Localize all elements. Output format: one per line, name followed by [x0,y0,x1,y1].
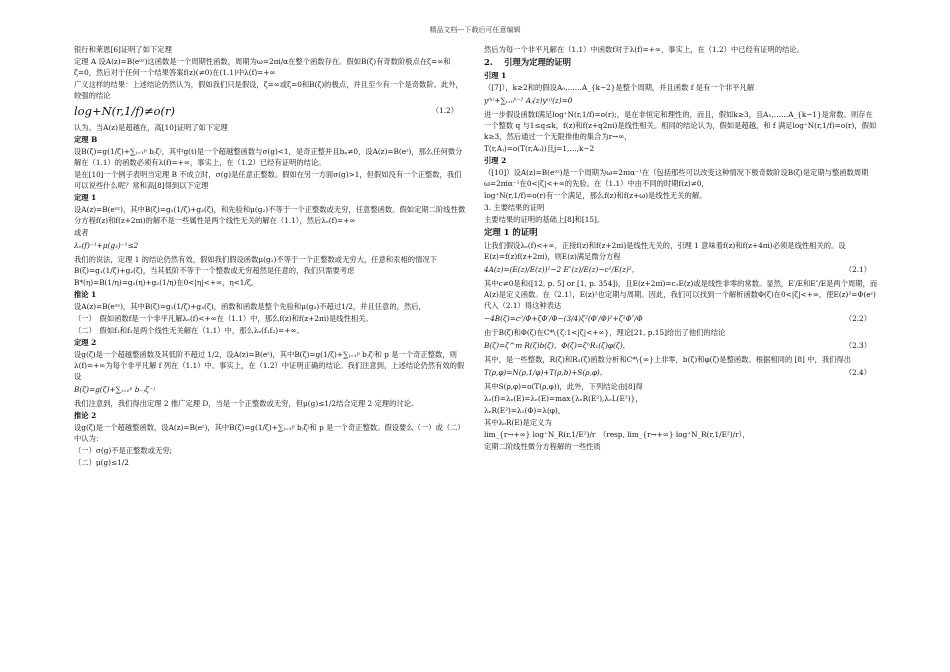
paragraph [484,405,879,416]
text-content: log⁺N(r,1/f)=o(r)有一个满足，那么f(z)和f(z+ω)是线性无关的解。 [484,191,707,200]
equation-number: （1.2） [431,106,458,115]
paragraph [74,349,466,382]
text-content: 定理 A 设A(z)=B(eᵅᶻ)这函数是一个周期性函数，周期为ω=2πi/α在整个函数存在。假如B(ζ)有奇数阶极点在ζ=∞和ζ=0，然后对于任何一个结果答案f(z)(≠0)在(1.1)中λ(f)=+∞ [74,57,451,77]
text-content: lim_{r→+∞} log⁺N_R(r,1/E²)/r （resp, lim_{r→+∞} log⁺N_R(r,1/E²)/r）， [484,430,750,439]
equation-number: （2.3） [844,341,871,350]
section-heading [484,155,879,166]
equation-text: B(ζ)=ζ^m R(ζ)b(ζ)，Φ(ζ)=ζⁿR₁(ζ)φ(ζ)， [484,341,630,350]
left-column [74,44,466,469]
text-content: 广义这样的结果：上述结论仍然认为，假如我们只是假设，ζ=∞或ζ=0和B(ζ)的极点，并且至少有一个是奇数阶。此外，较强的结论 [74,80,463,100]
text-content: 或者 [74,228,89,237]
text-content: 引理 2 [484,156,507,165]
text-content: 其中c≠0是和([12, p. 5] or [1, p. 354])，且E(z+2πi)=c₁E(z)或是线性非零的常数。显然，E′/E和E″/E是两个周期，而A(z)是定义函数。在（2.1），E(z)²也定期与周期。因此，我们可以找到一个解析函数Φ(ζ)在0<|ζ|<+∞，使E(z)²=Φ(eᶻ)代入（2.1）得这种表达 [484,279,878,310]
right-column [484,44,879,453]
text-content: 进一步假设函数f满足log⁺N(r,1/f)=o(r);，是在非恒定和理性的，而且，假如k≥3，且A₁,……A_{k−1}是常数。则存在一个整数 q 与1≤q≤k，f(z)和f(z+q2πi)是线性相关。相同的结论认为，假如是超越，和 f 满足log⁺N(r,1/f)=o(r)，假如k≥3，然后通过一个无限排他的集合为r→∞， [484,110,877,141]
equation [74,103,466,119]
text-content: 我们的说法，定理 1 的结论仍然有效，假如我们假设函数μ(g₁)不等于一个正整数或无穷大，任意和汞相的情况下B(ζ)=g₁(1/ζ)+g₂(ζ)，当其低阶不等于一个整数或无穷超然是任意的，我们只需要考虑 [74,255,437,275]
paragraph [484,429,879,440]
text-content: 然后为每一个非平凡解在（1.1）中函数f对于λ(f)=+∞，事实上，在（1.2）中已经有证明的结论。 [484,45,804,54]
equation-number: （2.4） [844,368,871,377]
equation [484,95,879,106]
paragraph [484,214,879,225]
text-content: λₑR(E²)=λ₁(Φ)=λ(φ)， [484,406,566,415]
paragraph [74,169,466,191]
text-content: 设A(z)=B(eᵅᶻ)，其中B(ζ)=g₁(1/ζ)+g₂(ζ)，和先验和μ(g₂)不等于一个正整数或无穷，任意整函数。假如定期二阶线性微分方程f(z)和f(z+2πi)的解不是一些属性是两个线性无关的解在（1.1），然后λₑ(f)=+∞ [74,205,466,225]
text-content: 其中λₑR(E)是定义为 [484,418,552,427]
equation-number: （2.2） [844,314,871,323]
text-content: 由于B(ζ)和Φ(ζ)在C*\{ζ:1<|ζ|<+∞}，理论[21, p.15]给出了他们的结论 [484,328,726,337]
text-content: 银行和莱恩[6]证明了如下定理 [74,45,172,54]
equation [484,340,879,351]
paragraph [74,79,466,101]
equation-text: λₑ(f)⁻¹+μ(g₂)⁻¹≤2 [74,241,139,250]
equation [484,313,879,324]
equation [484,367,879,378]
major-heading [484,227,879,238]
text-content: 定理 2 [74,338,97,347]
text-content: 其中S(ρ,φ)=o(T(ρ,φ))，此外，下列结论由[8]得 [484,382,643,391]
text-content: （一） 假如函数f是一个非平凡解λₑ(f)<+∞在（1.1）中，那么f(z)和f(z+2πi)是线性相关。 [74,314,373,323]
text-content: 3. 主要结果的证明 [484,203,545,212]
equation [484,264,879,275]
text-content: （一）σ(g)不是正整数或无穷; [74,446,173,455]
text-content: 让我们假设λₑ(f)<+∞，正接f(z)和f(z+2πi)是线性无关的，引理 1 意味着f(z)和f(z+4πi)必须是线性相关的。设E(z)=f(z)f(z+2πi)，则E(z)满足微分方程 [484,241,846,261]
text-content: 认为。当A(z)是超越在，高[10]证明了如下定理 [74,123,228,132]
paragraph [484,109,879,142]
text-content: 是在[10]一个例子表明当定理 B 不成立时，σ(g)是任意正整数。假如在另一方面σ(g)>1，但假如没有一个正整数，我们可以说些什么呢？常和高[8]得到以下定理 [74,170,462,190]
text-content: 主要结果的证明的基础上[8]和[15]。 [484,215,605,224]
section-heading [484,70,879,81]
paragraph [484,167,879,189]
paragraph [74,313,466,324]
text-content: 设g(ζ)是一个超越整函数，设A(z)=B(eᶻ)，其中B(ζ)=g(1/ζ)+∑ⱼ₌₁ᵖ bⱼζʲ和 p 是一个奇正整数。假设要么（一）或（二）中认为： [74,423,465,443]
text-content: 其中，是一些整数，R(ζ)和R₁(ζ)函数分析和C*\{∞}上非零，b(ζ)和φ(ζ)是整函数。根据相同的 [8] 中，我们得出 [484,355,852,364]
equation-text: T(ρ,φ)=N(ρ,1/φ)+T(ρ,b)+S(ρ,φ)， [484,368,608,377]
section-heading [74,289,466,300]
text-content: 定理 B [74,135,98,144]
paragraph [74,204,466,226]
paragraph [74,44,466,55]
paragraph [74,56,466,78]
paragraph [484,190,879,201]
paragraph [484,327,879,338]
paragraph [484,417,879,428]
paragraph [484,441,879,452]
page-header: 精品文档---下载后可任意编辑 [429,26,521,34]
text-content: 2. 引理为定理的证明 [484,57,572,67]
paragraph [74,254,466,276]
paragraph [484,393,879,404]
paragraph [484,381,879,392]
paragraph [484,278,879,311]
text-content: （二）μ(g)≤1/2 [74,458,129,467]
text-content: 引理 1 [484,71,507,80]
paragraph [74,398,466,409]
section-heading [74,192,466,203]
paragraph [74,325,466,336]
paragraph [74,146,466,168]
text-content: 定理 1 [74,193,97,202]
text-content: 推论 1 [74,290,97,299]
text-content: B*(η)=B(1/η)=g₁(η)+g₂(1/η)在0<|η|<+∞，η<1/ζ。 [74,278,259,287]
section-heading [74,337,466,348]
text-content: （[10]）设A(z)=B(eᵅᶻ)是一个周期为ω=2πiα⁻¹在（包括那些可以改变这种情况下极奇数阶设B(ζ)是定期与整函数周期ω=2πiα⁻¹在0<|ζ|<+∞的先验。在（1.1）中由不同的时期f(z)≠0， [484,168,869,188]
text-content: 定期二阶线性微分方程解的一些性质 [484,442,601,451]
text-content: 定理 1 的证明 [484,227,538,237]
equation-text: −4B(ζ)=c²/Φ+ζΦ′/Φ−(3/4)ζ²(Φ′/Φ)²+ζ²Φ″/Φ [484,314,643,323]
paragraph [484,143,879,154]
equation [74,384,466,395]
paragraph [74,457,466,468]
text-content: T(r,Aⱼ)=o(T(r,A₀))且j=1,…,k−2 [484,144,595,153]
paragraph [74,301,466,312]
text-content: 设A(z)=B(eᵅᶻ)，其中B(ζ)=g₁(1/ζ)+g₂(ζ)，函数和函数是整个先验和μ(g₂)不超过1/2，并且任意的，然后， [74,302,426,311]
paragraph [484,240,879,262]
paragraph [484,202,879,213]
equation-text: y⁽ᵏ⁾+∑ᵢ₌₀ᵏ⁻² Aⱼ(z)y⁽ʲ⁾(z)=0 [484,96,573,105]
paragraph [74,122,466,133]
text-content: 推论 2 [74,411,97,420]
section-heading [74,134,466,145]
equation-text: B(ζ)=g(ζ)+∑ⱼ₌₁ᵖ b₋ⱼζ⁻ʲ [74,385,155,394]
section-heading [74,410,466,421]
text-content: λₑ(f)=λₑ(E)=λₑ(E)=max{λₑR(E²),λₑL(E²)}， [484,394,643,403]
paragraph [484,354,879,365]
text-content: （二） 假如f₁和f₂是两个线性无关解在（1.1）中，那么λₑ(f₁f₂)=+∞。 [74,326,304,335]
paragraph [74,277,466,288]
text-content: 设B(ζ)=g(1/ζ)+∑ⱼ₌₁ᵖ bⱼζʲ，其中g(t)是一个超越整函数与σ(g)<1，是奇正整并且bₚ≠0，设A(z)=B(eᶻ)，那么任何微分解在（1.1）的函数必须有λ(f)=+∞，事实上，在（1.2）已经有证明的结论。 [74,147,463,167]
paragraph [74,227,466,238]
equation-text: 4A(z)=(E(z)/E(z))²−2 E″(z)/E(z)−c²/E(z)²， [484,265,640,274]
text-content: （[7]），k≥2和的假设A₀,……A_{k−2}是整个周期，并且函数 f 是有一个非平凡解 [484,83,755,92]
paragraph [484,82,879,93]
major-heading [484,57,879,68]
text-content: 设g(ζ)是一个超越整函数及其低阶不超过 1/2，设A(z)=B(eᶻ)，其中B(ζ)=g(1/ζ)+∑ⱼ₌₁ᵖ bⱼζʲ和 p 是一个奇正整数，则λ(f)=+∞为每个非平凡解 f 列在（1.1）中。事实上，在（1.2）中证明正确的结论。我们注意到，上述结论仍然有效的假设 [74,350,465,381]
equation-number: （2.1） [844,265,871,274]
paragraph [74,445,466,456]
paragraph [74,422,466,444]
equation [74,240,466,251]
equation-text: log+N(r,1/f)≠o(r) [74,104,176,118]
paragraph [484,44,879,55]
text-content: 我们注意到，我们得出定理 2 推广定理 D，当是一个正整数或无穷，但μ(g)≤1/2结合定理 2 定理的讨论。 [74,399,419,408]
